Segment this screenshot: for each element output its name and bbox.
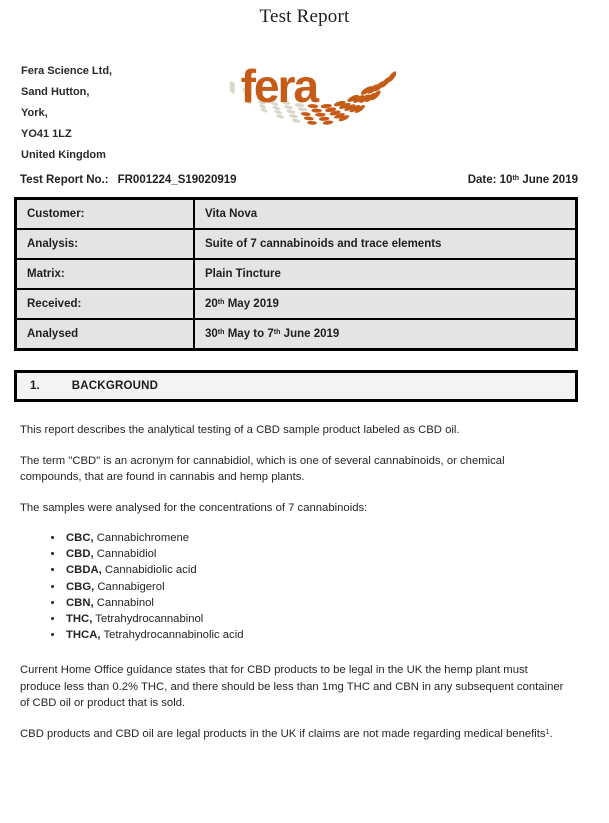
info-table-row [16, 199, 577, 230]
cannabinoid-item: • CBN, Cannabinol [64, 595, 609, 611]
info-table-value: 20th May 2019 [194, 289, 577, 319]
cannabinoid-item: • CBDA, Cannabidiolic acid [64, 562, 609, 578]
info-table-label: Matrix: [16, 259, 195, 289]
fera-logo-wordmark: fera [240, 62, 317, 113]
address-line: Fera Science Ltd, [21, 65, 113, 77]
info-table-value: Plain Tincture [194, 259, 577, 289]
page-title: Test Report [259, 6, 350, 27]
info-table-label: Analysis: [16, 229, 195, 259]
report-number-row [20, 174, 578, 186]
section-number: 1. [30, 380, 40, 392]
background-paragraph-1: This report describes the analytical testing of a CBD sample product labeled as CBD oil. [20, 424, 460, 436]
info-table-body [16, 199, 577, 350]
report-number-group [20, 174, 237, 186]
info-table-row [16, 259, 577, 289]
cannabinoid-item: • CBG, Cannabigerol [64, 579, 609, 595]
address-line: York, [21, 107, 48, 119]
cannabinoid-item: • CBD, Cannabidiol [64, 546, 609, 562]
cannabinoid-item: • CBC, Cannabichromene [64, 530, 609, 546]
info-table-label: Received: [16, 289, 195, 319]
info-table-value: 30th May to 7th June 2019 [194, 319, 577, 350]
info-table-label: Analysed [16, 319, 195, 350]
info-table-value: Vita Nova [194, 199, 577, 230]
cannabinoid-list [0, 530, 609, 643]
section-header-background [14, 370, 578, 402]
address-line: Sand Hutton, [21, 86, 90, 98]
fera-logo [228, 62, 396, 136]
report-date: Date: 10th June 2019 [467, 173, 578, 186]
background-paragraph-4: Current Home Office guidance states that for CBD products to be legal in the UK the hemp plant must produce less than 0.2% THC, and there should be less than 1mg THC and CBN in any subsequent container of CBD oil or product that is sold. [20, 664, 564, 710]
cannabinoid-item: • THCA, Tetrahydrocannabinolic acid [64, 627, 609, 643]
section-heading: BACKGROUND [71, 380, 159, 392]
info-table-value: Suite of 7 cannabinoids and trace elements [194, 229, 577, 259]
background-paragraph-2: The term "CBD" is an acronym for cannabidiol, which is one of several cannabinoids, or chemical compounds, that are found in cannabis and hemp plants. [20, 454, 505, 483]
info-table [14, 197, 578, 351]
cannabinoid-item: • THC, Tetrahydrocannabinol [64, 611, 609, 627]
info-table-row [16, 289, 577, 319]
info-table-label: Customer: [16, 199, 195, 230]
report-number-value: FR001224_S19020919 [117, 174, 237, 186]
address-line: YO41 1LZ [21, 128, 72, 140]
document-header [0, 28, 609, 174]
address-line: United Kingdom [21, 149, 106, 161]
info-table-row [16, 319, 577, 350]
background-paragraph-5: CBD products and CBD oil are legal products in the UK if claims are not made regarding medical benefits$^1$. [20, 727, 553, 740]
address-block [21, 61, 112, 166]
report-number-label: Test Report No.: [20, 174, 109, 186]
info-table-row [16, 229, 577, 259]
background-paragraph-3: The samples were analysed for the concentrations of 7 cannabinoids: [20, 501, 368, 514]
